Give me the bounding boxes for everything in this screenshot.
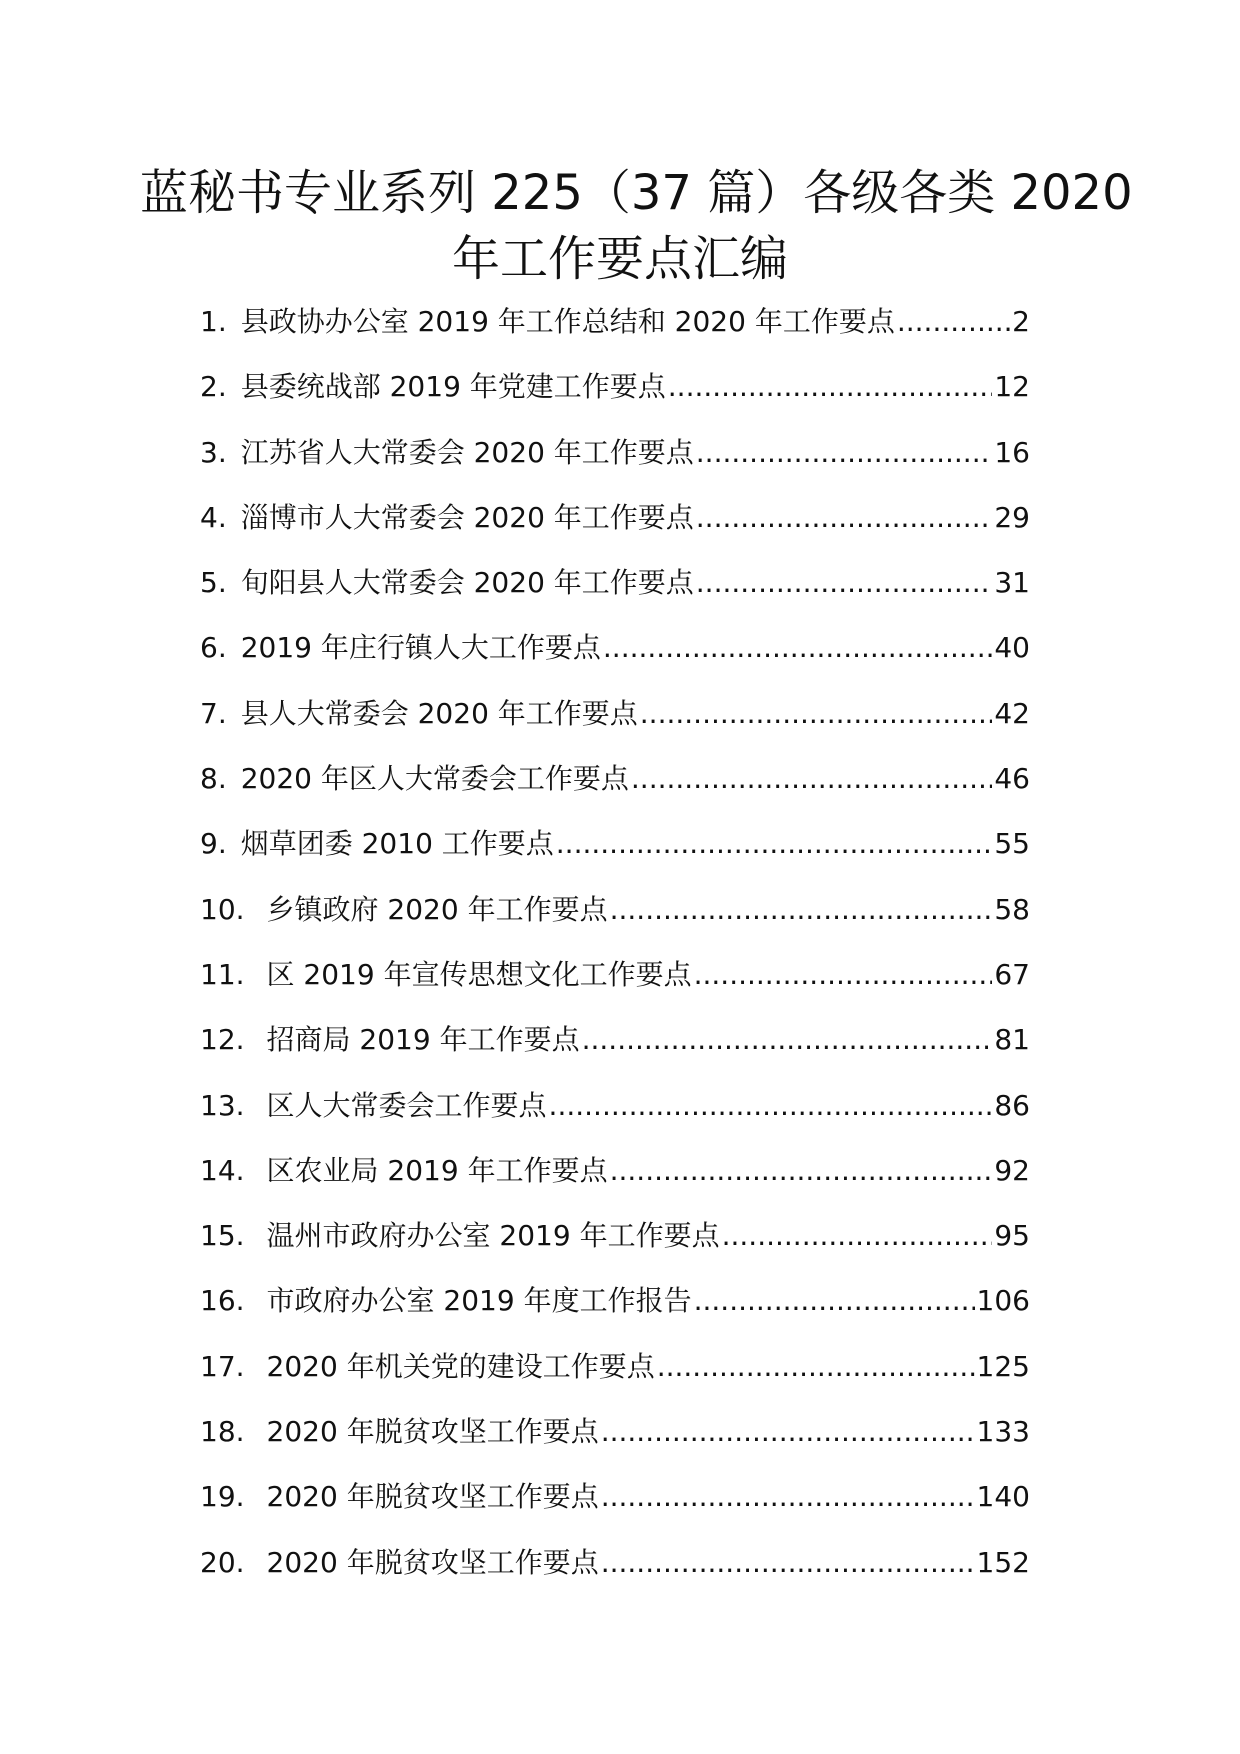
toc-entry-page-number: 152 [976,1545,1030,1579]
toc-entry-number: 1. [200,305,227,338]
toc-entry-title[interactable]: 2020 年脱贫攻坚工作要点 [266,1415,599,1449]
toc-entry-title[interactable]: 温州市政府办公室 2019 年工作要点 [266,1219,720,1253]
toc-entry-page-number: 92 [994,1153,1030,1187]
toc-entry-number: 16. [200,1284,245,1318]
toc-entry-title[interactable]: 淄博市人大常委会 2020 年工作要点 [240,500,694,534]
toc-entry-page-number: 31 [994,566,1030,600]
toc-dot-leader [582,1023,993,1056]
toc-entry[interactable] [200,692,1030,757]
toc-dot-leader [696,566,993,599]
toc-entry-page-number: 40 [994,631,1030,665]
toc-entry-number: 18. [200,1415,245,1449]
toc-entry-title[interactable]: 县委统战部 2019 年党建工作要点 [240,370,666,404]
toc-entry-title[interactable]: 江苏省人大常委会 2020 年工作要点 [240,435,694,469]
toc-entry-number: 9. [200,827,227,861]
toc-dot-leader [601,1415,975,1448]
toc-entry-page-number: 2 [1012,305,1030,338]
toc-entry-title[interactable]: 区 2019 年宣传思想文化工作要点 [266,957,692,991]
toc-dot-leader [722,1219,993,1252]
toc-entry-title[interactable]: 旬阳县人大常委会 2020 年工作要点 [240,566,694,600]
toc-entry-number: 8. [200,762,227,796]
toc-entry[interactable] [200,953,1030,1018]
toc-entry[interactable] [200,431,1030,496]
toc-entry[interactable] [200,1475,1030,1540]
toc-entry[interactable] [200,757,1030,822]
toc-entry-page-number: 133 [976,1415,1030,1449]
table-of-contents [200,300,1030,1606]
toc-entry-title[interactable]: 2019 年庄行镇人大工作要点 [240,631,601,665]
toc-entry-page-number: 58 [994,892,1030,926]
toc-entry[interactable] [200,300,1030,365]
toc-entry-title[interactable]: 2020 年机关党的建设工作要点 [266,1349,655,1383]
toc-entry-number: 20. [200,1545,245,1579]
toc-dot-leader [694,1284,975,1317]
toc-entry-title[interactable]: 2020 年脱贫攻坚工作要点 [266,1480,599,1514]
document-title-line-2: 年工作要点汇编 [451,231,788,287]
toc-dot-leader [631,762,992,795]
toc-dot-leader [668,370,993,403]
toc-entry-title[interactable]: 区人大常委会工作要点 [266,1088,547,1122]
toc-entry[interactable] [200,822,1030,887]
toc-dot-leader [601,1546,975,1579]
toc-entry-title[interactable]: 招商局 2019 年工作要点 [266,1023,580,1057]
toc-entry-title[interactable]: 乡镇政府 2020 年工作要点 [266,892,608,926]
toc-entry-title[interactable]: 市政府办公室 2019 年度工作报告 [266,1284,692,1318]
toc-entry-page-number: 55 [994,827,1030,861]
toc-entry[interactable] [200,561,1030,626]
toc-entry-number: 4. [200,500,227,534]
toc-dot-leader [601,1480,975,1513]
toc-entry-page-number: 29 [994,500,1030,534]
toc-entry[interactable] [200,496,1030,561]
toc-entry[interactable] [200,1214,1030,1279]
toc-entry-title[interactable]: 2020 年脱贫攻坚工作要点 [266,1545,599,1579]
toc-entry[interactable] [200,1084,1030,1149]
toc-entry[interactable] [200,626,1030,691]
document-title [140,160,1133,292]
toc-entry[interactable] [200,1018,1030,1083]
toc-entry-number: 10. [200,892,245,926]
toc-entry[interactable] [200,1410,1030,1475]
toc-entry-number: 11. [200,957,245,991]
toc-dot-leader [549,1089,993,1122]
toc-entry-number: 15. [200,1219,245,1253]
toc-entry-page-number: 86 [994,1088,1030,1122]
toc-dot-leader [610,893,993,926]
toc-entry[interactable] [200,888,1030,953]
toc-dot-leader [556,827,993,860]
toc-entry-number: 19. [200,1480,245,1514]
toc-entry-page-number: 140 [976,1480,1030,1514]
toc-entry-page-number: 67 [994,957,1030,991]
toc-entry-page-number: 95 [994,1219,1030,1253]
toc-entry[interactable] [200,1279,1030,1344]
toc-entry-number: 6. [200,631,227,665]
toc-entry-page-number: 16 [994,435,1030,469]
toc-entry-number: 2. [200,370,227,404]
toc-entry-title[interactable]: 县政协办公室 2019 年工作总结和 2020 年工作要点 [240,305,895,338]
toc-entry-page-number: 81 [994,1023,1030,1057]
toc-entry-page-number: 12 [994,370,1030,404]
toc-entry-title[interactable]: 县人大常委会 2020 年工作要点 [240,696,638,730]
toc-dot-leader [603,631,992,664]
toc-entry-number: 14. [200,1153,245,1187]
toc-dot-leader [610,1154,993,1187]
toc-entry[interactable] [200,1149,1030,1214]
toc-entry-page-number: 46 [994,762,1030,796]
toc-entry[interactable] [200,365,1030,430]
toc-entry-number: 5. [200,566,227,600]
toc-entry-number: 17. [200,1349,245,1383]
toc-dot-leader [696,501,993,534]
toc-entry[interactable] [200,1541,1030,1606]
toc-entry-page-number: 42 [994,696,1030,730]
toc-entry-number: 12. [200,1023,245,1057]
toc-entry[interactable] [200,1345,1030,1410]
toc-entry-page-number: 125 [976,1349,1030,1383]
toc-dot-leader [694,958,993,991]
toc-entry-title[interactable]: 区农业局 2019 年工作要点 [266,1153,608,1187]
toc-entry-number: 7. [200,696,227,730]
toc-entry-title[interactable]: 2020 年区人大常委会工作要点 [240,762,629,796]
toc-entry-number: 3. [200,435,227,469]
toc-dot-leader [897,305,1010,338]
document-title-line-1: 蓝秘书专业系列 225（37 篇）各级各类 2020 [140,165,1133,221]
toc-entry-page-number: 106 [976,1284,1030,1318]
toc-dot-leader [696,436,993,469]
toc-entry-title[interactable]: 烟草团委 2010 工作要点 [240,827,554,861]
toc-dot-leader [657,1350,975,1383]
toc-dot-leader [640,697,993,730]
toc-entry-number: 13. [200,1088,245,1122]
